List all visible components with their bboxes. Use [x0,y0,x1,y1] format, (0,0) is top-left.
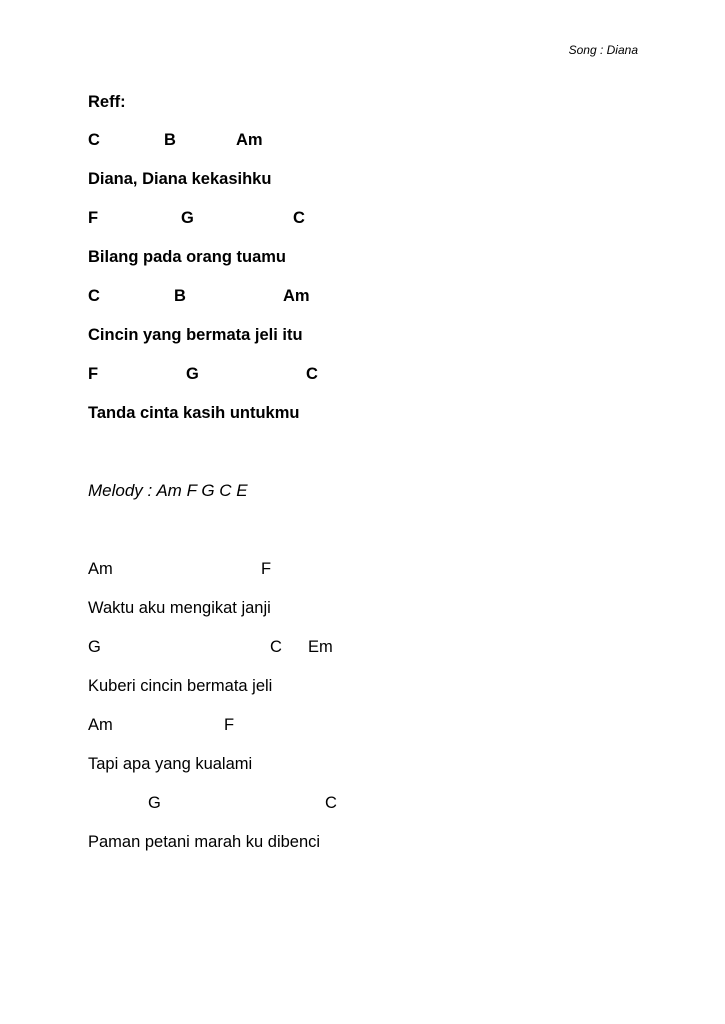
verse-lyric-4: Paman petani marah ku dibenci [88,833,321,851]
verse-lyric-1: Waktu aku mengikat janji [88,599,271,617]
verse-lyric-3: Tapi apa yang kualami [88,755,253,773]
chord: Am [88,560,113,578]
melody-line: Melody : Am F G C E [88,481,248,500]
chord: B [174,287,186,305]
chord: F [224,716,235,734]
reff-lyric-1: Diana, Diana kekasihku [88,170,272,188]
chord: G [181,209,194,227]
chord: C [88,287,100,305]
chord: G [148,794,161,812]
verse-lyric-2: Kuberi cincin bermata jeli [88,677,273,695]
chord: F [88,209,99,227]
chord: G [186,365,199,383]
reff-label: Reff: [88,93,126,111]
chord: Em [308,638,333,656]
chord: C [270,638,282,656]
chord: Am [236,131,263,149]
chord: B [164,131,176,149]
reff-lyric-4: Tanda cinta kasih untukmu [88,404,300,422]
chord: Am [88,716,113,734]
chord: Am [283,287,310,305]
reff-lyric-2: Bilang pada orang tuamu [88,248,287,266]
chord: G [88,638,101,656]
chord: C [88,131,100,149]
chord: F [261,560,272,578]
song-title-header: Song : Diana [568,43,638,57]
chord: F [88,365,99,383]
reff-lyric-3: Cincin yang bermata jeli itu [88,326,303,344]
chord: C [293,209,305,227]
chord: C [325,794,337,812]
chord: C [306,365,318,383]
